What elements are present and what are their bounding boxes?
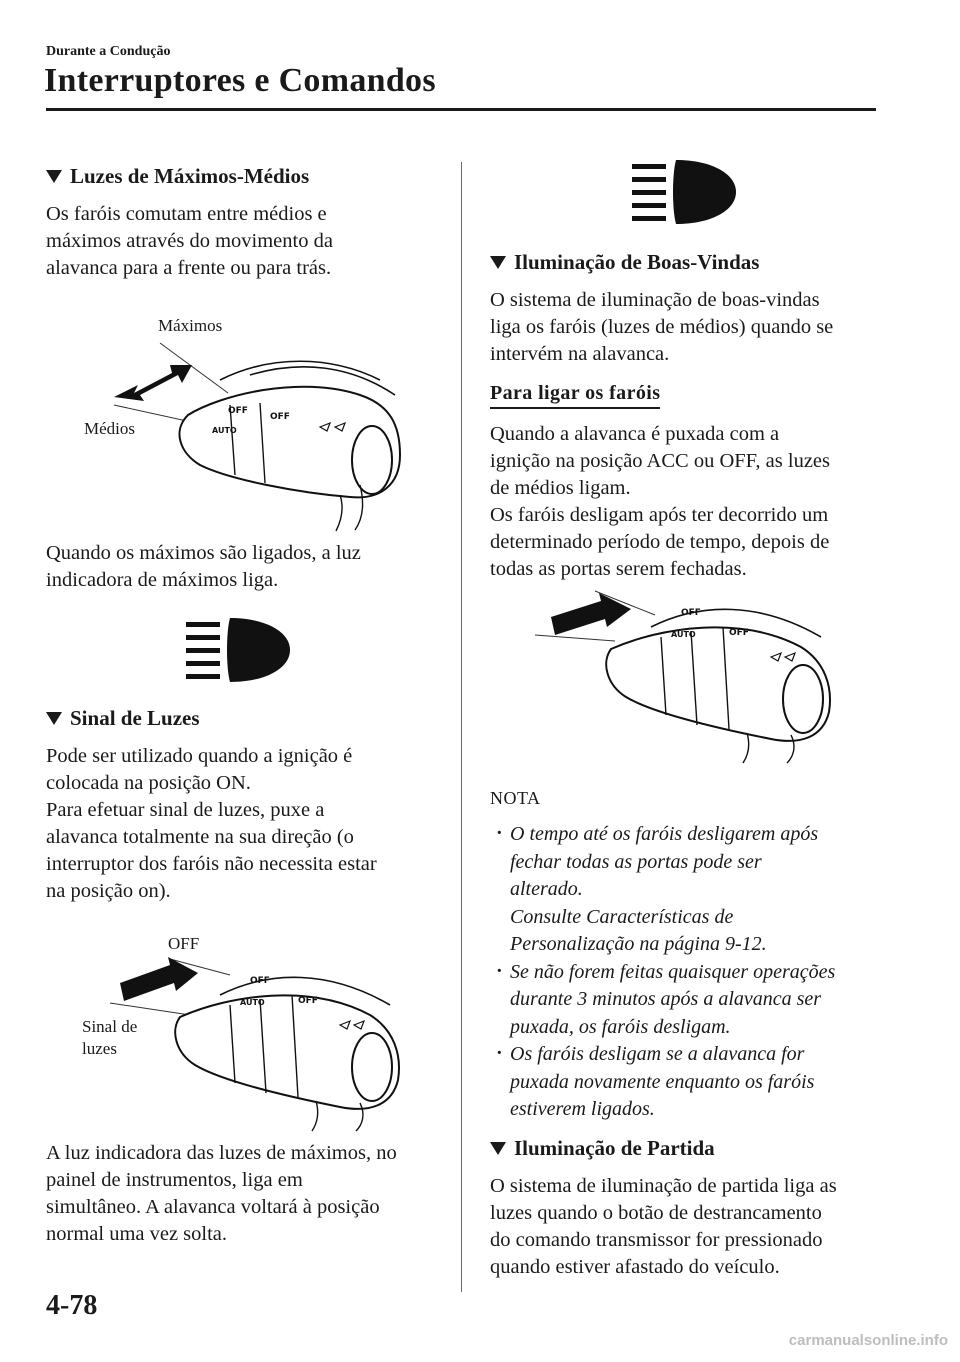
lever-figure-welcome-lighting (535, 585, 835, 765)
label-maximos: Máximos (158, 316, 223, 335)
nota-block (490, 788, 900, 1124)
label-off: OFF (168, 934, 200, 953)
subheading-turn-on-headlights: Para ligar os faróis (490, 382, 660, 409)
lever-marking-auto: AUTO (212, 426, 237, 435)
lever-marking-auto: AUTO (240, 998, 265, 1007)
title-divider (46, 108, 876, 111)
paragraph-turn-on-headlights: Quando a alavanca é puxada com a ignição na posição ACC ou OFF, as luzes de médios ligam. Os faróis desligam após ter decorrido um determinado período de tempo, depois de todas as portas serem fechadas. (490, 423, 830, 580)
lever-marking-auto: AUTO (671, 630, 696, 639)
section-welcome-lighting (490, 250, 900, 583)
nota-item: · Se não forem feitas quaisquer operações durante 3 minutos após a alavanca ser puxada, os faróis desligam. (490, 959, 900, 1042)
section-heading-departure-lighting: Iluminação de Partida (490, 1136, 900, 1161)
paragraph-departure-lighting: O sistema de iluminação de partida liga as luzes quando o botão de destrancamento do comando transmissor for pressionado quando estiver afastado do veículo. (490, 1175, 837, 1278)
triangle-bullet-icon (490, 1142, 506, 1155)
high-beam-indicator-icon-right (632, 160, 738, 224)
nota-item: · Os faróis desligam se a alavanca for puxada novamente enquanto os faróis estiverem ligados. (490, 1041, 900, 1124)
lever-marking-off-2: OFF (270, 412, 290, 422)
nota-label: NOTA (490, 788, 541, 808)
section-heading-welcome-lighting: Iluminação de Boas-Vindas (490, 250, 900, 275)
page-number: 4-78 (46, 1290, 98, 1321)
section-departure-lighting (490, 1136, 900, 1281)
section-heading-flash-to-pass: Sinal de Luzes (46, 706, 456, 731)
watermark: carmanualsonline.info (788, 1332, 948, 1349)
triangle-bullet-icon (46, 712, 62, 725)
lever-figure-flash-to-pass (110, 955, 410, 1135)
lever-marking-off: OFF (681, 608, 701, 618)
lever-marking-off-2: OFF (729, 628, 749, 638)
column-divider (461, 162, 462, 1292)
paragraph-flash-to-pass: Pode ser utilizado quando a ignição é colocada na posição ON. Para efetuar sinal de luzes, puxe a alavanca totalmente na sua direção (o interruptor dos faróis não necessita estar na posição on). (46, 745, 377, 902)
breadcrumb: Durante a Condução (46, 44, 171, 59)
paragraph-indicator: Quando os máximos são ligados, a luz indicadora de máximos liga. (46, 542, 361, 591)
paragraph-high-low-beam: Os faróis comutam entre médios e máximos através do movimento da alavanca para a frente ou para trás. (46, 203, 333, 279)
lever-figure-high-low-beam (100, 335, 420, 535)
triangle-bullet-icon (490, 256, 506, 269)
triangle-bullet-icon (46, 170, 62, 183)
lever-marking-off-2: OFF (298, 996, 318, 1006)
nota-item: · O tempo até os faróis desligarem após fechar todas as portas pode ser alterado. Consulte Características de Personalização na página 9-12. (490, 821, 900, 959)
high-beam-indicator-icon (186, 618, 292, 682)
label-medios: Médios (84, 419, 135, 438)
section-high-low-beam (46, 164, 456, 282)
lever-marking-off: OFF (228, 406, 248, 416)
section-flash-to-pass (46, 706, 456, 905)
section-heading-high-low-beam: Luzes de Máximos-Médios (46, 164, 456, 189)
paragraph-welcome-lighting: O sistema de iluminação de boas-vindas liga os faróis (luzes de médios) quando se intervém na alavanca. (490, 289, 834, 365)
label-sinal-de-luzes: Sinal de luzes (82, 1017, 138, 1058)
paragraph-flash-indicator: A luz indicadora das luzes de máximos, no painel de instrumentos, liga em simultâneo. A alavanca voltará à posição normal uma vez solta. (46, 1142, 397, 1245)
lever-marking-off: OFF (250, 976, 270, 986)
page-title: Interruptores e Comandos (44, 62, 436, 99)
